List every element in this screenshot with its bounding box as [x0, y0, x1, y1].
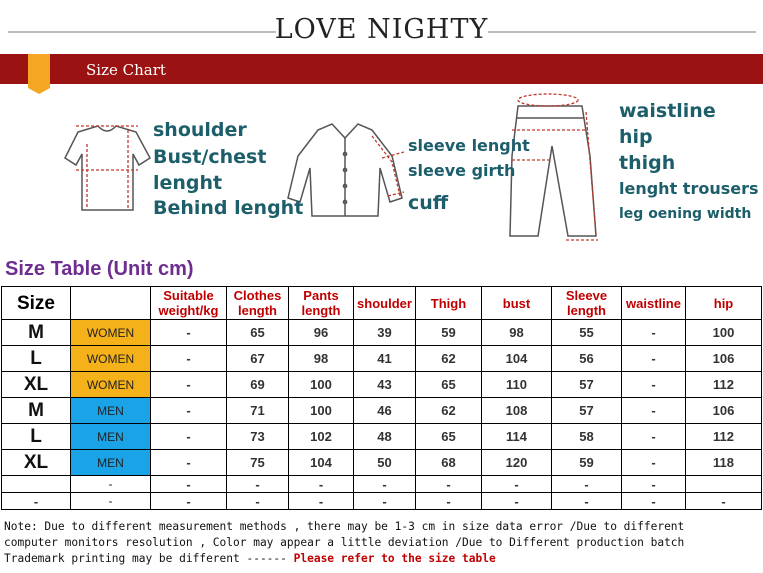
table-cell: - — [622, 398, 686, 424]
table-cell: 120 — [482, 450, 552, 476]
note-emphasis: Please refer to the size table — [293, 552, 496, 565]
table-cell: WOMEN — [71, 320, 151, 346]
note-line-2: computer monitors resolution , Color may appear a little deviation /Due to Different production batch — [4, 536, 685, 549]
table-cell: 112 — [686, 424, 762, 450]
table-cell: 73 — [227, 424, 289, 450]
term-behind-length: Behind lenght — [153, 197, 304, 219]
table-cell: 62 — [416, 398, 482, 424]
term-thigh: thigh — [619, 152, 676, 174]
table-cell: M — [2, 320, 71, 346]
table-cell: - — [622, 320, 686, 346]
bookmark-icon — [28, 54, 50, 88]
table-row — [2, 476, 762, 493]
term-bust: Bust/chest — [153, 146, 267, 168]
size-chart-banner — [0, 54, 763, 84]
table-cell: 65 — [227, 320, 289, 346]
table-row — [2, 398, 762, 424]
table-cell: - — [151, 450, 227, 476]
table-cell: 106 — [686, 398, 762, 424]
header-cell: hip — [686, 287, 762, 320]
table-cell: 98 — [289, 346, 354, 372]
table-cell: 65 — [416, 424, 482, 450]
table-cell: XL — [2, 372, 71, 398]
header-cell: bust — [482, 287, 552, 320]
header-cell — [71, 287, 151, 320]
header-cell: Suitable weight/kg — [151, 287, 227, 320]
term-sleeve-length: sleeve lenght — [408, 136, 530, 155]
table-cell: MEN — [71, 450, 151, 476]
term-length-trousers: lenght trousers — [619, 179, 759, 198]
table-cell: - — [151, 398, 227, 424]
table-cell: L — [2, 424, 71, 450]
table-cell: XL — [2, 450, 71, 476]
table-cell: - — [354, 493, 416, 510]
table-cell: - — [686, 493, 762, 510]
table-cell: - — [151, 372, 227, 398]
table-cell: 98 — [482, 320, 552, 346]
table-cell: - — [482, 476, 552, 493]
table-cell: 118 — [686, 450, 762, 476]
table-cell: - — [622, 450, 686, 476]
table-cell: - — [227, 476, 289, 493]
table-cell: 41 — [354, 346, 416, 372]
banner-label: Size Chart — [86, 61, 166, 79]
header-cell: Pants length — [289, 287, 354, 320]
table-cell: 112 — [686, 372, 762, 398]
table-cell: - — [622, 372, 686, 398]
table-cell: MEN — [71, 424, 151, 450]
table-cell: 59 — [552, 450, 622, 476]
header-cell: Size — [2, 287, 71, 320]
size-table — [1, 286, 762, 510]
table-cell: - — [151, 320, 227, 346]
table-cell: 100 — [289, 372, 354, 398]
table-row — [2, 450, 762, 476]
term-cuff: cuff — [408, 192, 449, 214]
table-cell: - — [2, 493, 71, 510]
table-cell: - — [552, 476, 622, 493]
table-cell: - — [151, 476, 227, 493]
table-cell: 67 — [227, 346, 289, 372]
table-cell: 100 — [289, 398, 354, 424]
table-cell: MEN — [71, 398, 151, 424]
table-cell: - — [622, 346, 686, 372]
term-hip: hip — [619, 126, 653, 148]
table-cell: 65 — [416, 372, 482, 398]
table-cell: 48 — [354, 424, 416, 450]
table-cell: - — [151, 424, 227, 450]
table-cell: - — [71, 476, 151, 493]
table-cell: 100 — [686, 320, 762, 346]
table-cell: 106 — [686, 346, 762, 372]
header-cell: shoulder — [354, 287, 416, 320]
table-cell: 68 — [416, 450, 482, 476]
table-cell: 104 — [482, 346, 552, 372]
shirt-icon — [288, 124, 402, 216]
table-cell: 71 — [227, 398, 289, 424]
header-cell: Thigh — [416, 287, 482, 320]
term-sleeve-girth: sleeve girth — [408, 161, 516, 180]
table-cell: - — [71, 493, 151, 510]
term-leg-opening: leg oening width — [619, 206, 752, 222]
table-cell: 102 — [289, 424, 354, 450]
table-cell: 114 — [482, 424, 552, 450]
table-cell: 62 — [416, 346, 482, 372]
disclaimer-note — [4, 519, 759, 567]
table-cell: - — [622, 424, 686, 450]
table-cell: 57 — [552, 372, 622, 398]
table-row — [2, 320, 762, 346]
table-cell: - — [482, 493, 552, 510]
table-row — [2, 493, 762, 510]
term-waistline: waistline — [619, 100, 716, 122]
table-cell: - — [151, 346, 227, 372]
table-header-row — [2, 287, 762, 320]
header-cell: waistline — [622, 287, 686, 320]
table-cell: WOMEN — [71, 346, 151, 372]
term-shoulder: shoulder — [153, 119, 247, 141]
table-cell: - — [289, 493, 354, 510]
table-cell: - — [622, 476, 686, 493]
table-row — [2, 424, 762, 450]
note-line-1: Note: Due to different measurement methods , there may be 1-3 cm in size data error /Due to different — [4, 520, 685, 533]
table-cell: WOMEN — [71, 372, 151, 398]
table-row — [2, 372, 762, 398]
table-cell: L — [2, 346, 71, 372]
table-cell: - — [552, 493, 622, 510]
header-cell: Sleeve length — [552, 287, 622, 320]
brand-title: LOVE NIGHTY — [274, 14, 489, 45]
table-cell: - — [416, 476, 482, 493]
size-table-title: Size Table (Unit cm) — [5, 258, 194, 280]
table-cell: 108 — [482, 398, 552, 424]
table-cell: 58 — [552, 424, 622, 450]
brand-header — [0, 0, 763, 52]
table-cell: 50 — [354, 450, 416, 476]
header-cell: Clothes length — [227, 287, 289, 320]
note-line-3: Trademark printing may be different ------ — [4, 552, 294, 565]
table-cell: 96 — [289, 320, 354, 346]
table-cell: 57 — [552, 398, 622, 424]
pants-icon — [510, 106, 596, 236]
table-cell: - — [416, 493, 482, 510]
table-cell: 104 — [289, 450, 354, 476]
term-length: lenght — [153, 172, 223, 194]
table-cell: - — [227, 493, 289, 510]
table-cell — [686, 476, 762, 493]
table-cell: 56 — [552, 346, 622, 372]
table-cell: - — [354, 476, 416, 493]
table-cell — [2, 476, 71, 493]
table-cell: 39 — [354, 320, 416, 346]
table-cell: 69 — [227, 372, 289, 398]
measurement-illustration — [0, 86, 763, 256]
table-cell: 59 — [416, 320, 482, 346]
table-row — [2, 346, 762, 372]
table-cell: 55 — [552, 320, 622, 346]
table-cell: 46 — [354, 398, 416, 424]
table-cell: - — [622, 493, 686, 510]
table-cell: M — [2, 398, 71, 424]
table-cell: 43 — [354, 372, 416, 398]
table-cell: 75 — [227, 450, 289, 476]
table-cell: 110 — [482, 372, 552, 398]
table-cell: - — [289, 476, 354, 493]
tshirt-icon — [65, 126, 150, 210]
table-cell: - — [151, 493, 227, 510]
